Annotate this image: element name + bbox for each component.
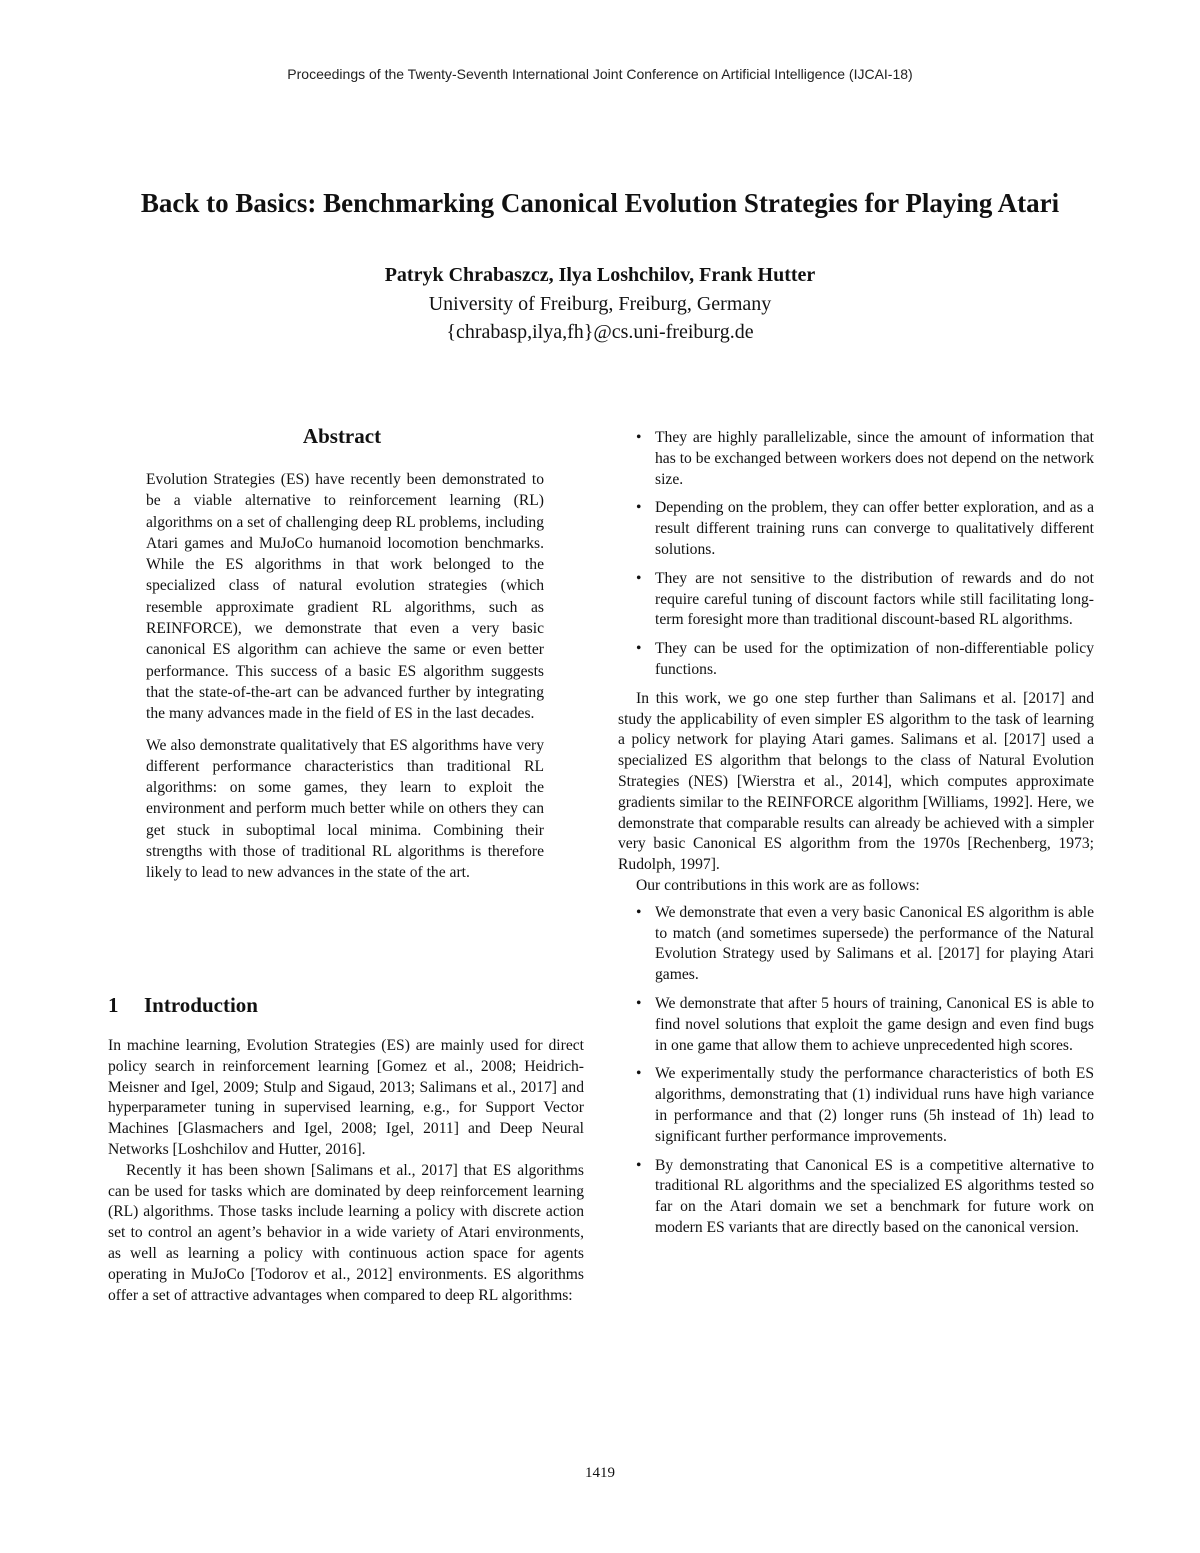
list-item-text: They are not sensitive to the distribution of rewards and do not require careful tuning of discount factors while still facilitating long-term foresight more than traditional discount-based RL algorithms. [655, 569, 1094, 629]
bullet-icon: • [636, 569, 642, 587]
list-item-text: By demonstrating that Canonical ES is a competitive alternative to traditional RL algorithms and the specialized ES algorithms tested so far on the Atari domain we set a benchmark for future work on modern ES variants that are directly based on the canonical version. [655, 1156, 1094, 1236]
section-title: Introduction [144, 993, 258, 1017]
list-item-text: Depending on the problem, they can offer better exploration, and as a result different training runs can converge to qualitatively different solutions. [655, 499, 1094, 558]
list-item [618, 569, 1094, 631]
list-item-text: They can be used for the optimization of non-differentiable policy functions. [655, 640, 1094, 678]
work-paragraph: In this work, we go one step further than Salimans et al. [2017] and study the applicability of even simpler ES algorithm to the task of learning a policy network for playing Atari games. Salimans et al. [2017] used a specialized ES algorithm that belongs to the class of Natural Evolution Strategies (NES) [Wierstra et al., 2014], which computes approximate gradients similar to the REINFORCE algorithm [Williams, 1992]. Here, we demonstrate that comparable results can already be achieved with a simpler very basic Canonical ES algorithm from the 1970s [Rechenberg, 1973; Rudolph, 1997]. [618, 689, 1094, 874]
section-number: 1 [108, 993, 119, 1017]
paper-authors: Patryk Chrabaszcz, Ilya Loshchilov, Frank Hutter [384, 264, 816, 286]
list-item [618, 1064, 1094, 1147]
list-item [618, 903, 1094, 986]
list-item [618, 498, 1094, 560]
abstract-heading: Abstract [302, 424, 382, 448]
introduction-body [108, 1036, 584, 1306]
bullet-icon: • [636, 499, 642, 517]
paper-affiliation: University of Freiburg, Freiburg, Germany [428, 293, 772, 315]
bullet-icon: • [636, 640, 642, 658]
list-item-text: We demonstrate that even a very basic Canonical ES algorithm is able to match (and sometimes supersede) the performance of the Natural Evolution Strategy used by Salimans et al. [2017] for playing Atari games. [655, 903, 1094, 984]
list-item-text: We demonstrate that after 5 hours of training, Canonical ES is able to find novel solutions that exploit the game design and even find bugs in one game that allow them to achieve unprecedented high scores. [655, 994, 1094, 1054]
bullet-icon: • [636, 1156, 642, 1174]
list-item [618, 428, 1094, 490]
paper-email: {chrabasp,ilya,fh}@cs.uni-freiburg.de [446, 321, 754, 343]
list-item-text: They are highly parallelizable, since the amount of information that has to be exchanged between workers does not depend on the network size. [655, 429, 1094, 488]
bullet-icon: • [636, 994, 642, 1012]
list-item [618, 1156, 1094, 1239]
bullet-icon: • [636, 429, 642, 446]
abstract-paragraph-1: Evolution Strategies (ES) have recently been demonstrated to be a viable alternative to reinforcement learning (RL) algorithms on a set of challenging deep RL problems, including Atari games and MuJoCo humanoid locomotion benchmarks. While the ES algorithms in that work belonged to the specialized class of natural evolution strategies (which resemble approximate gradient RL algorithms, such as REINFORCE), we demonstrate that even a very basic canonical ES algorithm can achieve the same or even better performance. This success of a basic ES algorithm suggests that the state-of-the-art can be advanced further by integrating the many advances made in the field of ES in the last decades. [146, 471, 544, 723]
paper-title: Back to Basics: Benchmarking Canonical Evolution Strategies for Playing Atari [140, 188, 1060, 218]
list-item-text: We experimentally study the performance characteristics of both ES algorithms, demonstrating that (1) individual runs have high variance in performance and that (2) longer runs (5h instead of 1h) lead to significant further performance improvements. [655, 1065, 1094, 1145]
list-item [618, 994, 1094, 1056]
contributions-intro: Our contributions in this work are as follows: [636, 876, 920, 894]
abstract-body [146, 469, 544, 894]
introduction-heading [108, 993, 578, 1018]
bullet-icon: • [636, 1065, 642, 1083]
intro-paragraph-2: Recently it has been shown [Salimans et al., 2017] that ES algorithms can be used for tasks which are dominated by deep reinforcement learning (RL) algorithms. Those tasks include learning a policy with discrete action set to control an agent’s behavior in a wide variety of Atari environments, as well as learning a policy with continuous action space for agents operating in MuJoCo [Todorov et al., 2012] environments. ES algorithms offer a set of attractive advantages when compared to deep RL algorithms: [108, 1161, 584, 1304]
bullet-icon: • [636, 903, 642, 921]
intro-paragraph-1: In machine learning, Evolution Strategies (ES) are mainly used for direct policy search in reinforcement learning [Gomez et al., 2008; Heidrich-Meisner and Igel, 2009; Stulp and Sigaud, 2013; Salimans et al., 2017] and hyperparameter tuning in supervised learning, e.g., for Support Vector Machines [Glasmachers and Igel, 2008; Igel, 2011] and Deep Neural Networks [Loshchilov and Hutter, 2016]. [108, 1037, 584, 1158]
advantages-list [618, 428, 1094, 681]
contributions-list [618, 903, 1094, 1239]
abstract-paragraph-2: We also demonstrate qualitatively that ES algorithms have very different performance characteristics than traditional RL algorithms: on some games, they learn to exploit the environment and perform much better while on others they can get stuck in suboptimal local minima. Combining their strengths with those of traditional RL algorithms is therefore likely to lead to new advances in the state of the art. [146, 736, 544, 882]
proceedings-header: Proceedings of the Twenty-Seventh International Joint Conference on Artificial Intelligence (IJCAI-18) [287, 66, 913, 82]
right-column [618, 428, 1094, 1247]
list-item [618, 639, 1094, 681]
page-number: 1419 [585, 1465, 615, 1481]
